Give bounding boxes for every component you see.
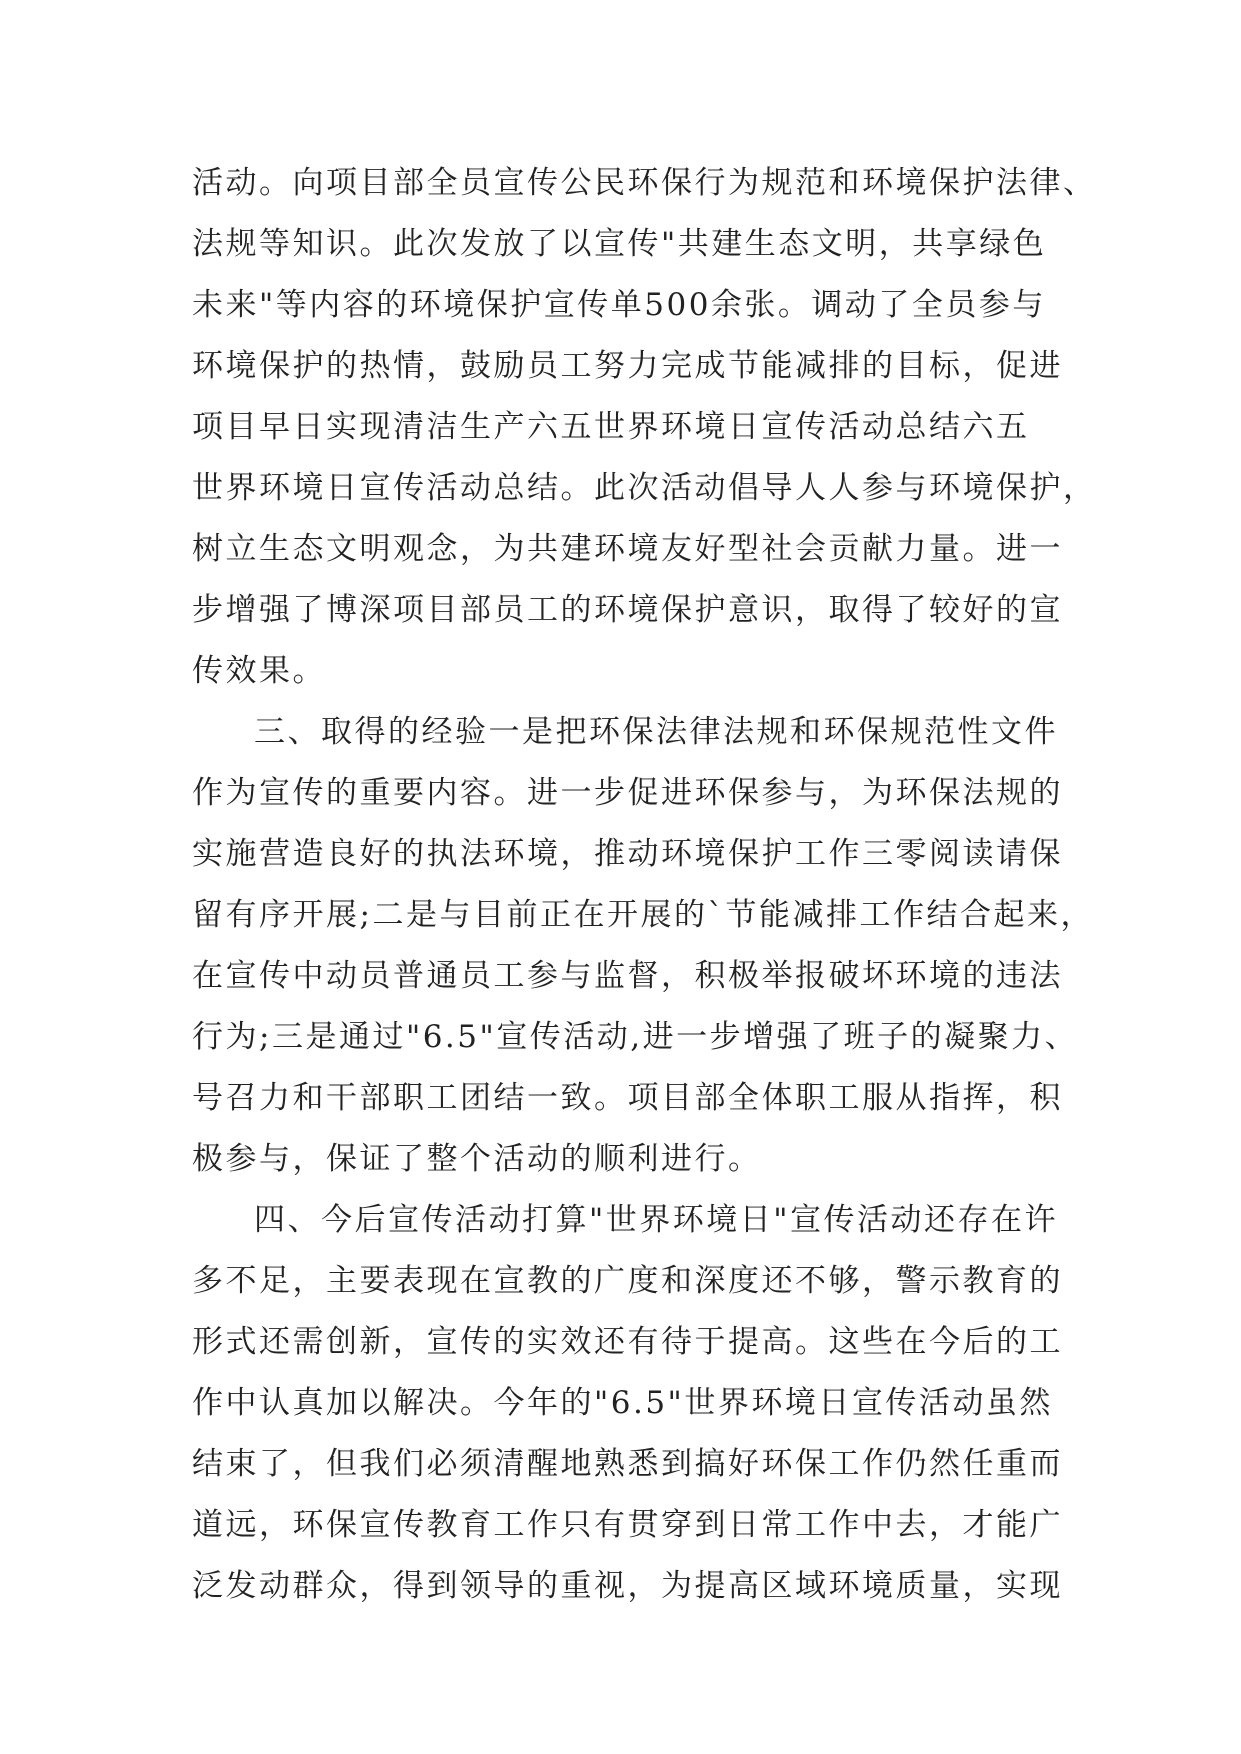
body-text <box>192 153 1097 1617</box>
text-line: 法规等知识。此次发放了以宣传"共建生态文明，共享绿色 <box>192 226 1047 262</box>
text-line: 号召力和干部职工团结一致。项目部全体职工服从指挥，积 <box>192 1080 1063 1116</box>
text-line: 道远，环保宣传教育工作只有贯穿到日常工作中去，才能广 <box>192 1507 1063 1543</box>
text-line: 步增强了博深项目部员工的环境保护意识，取得了较好的宣 <box>192 592 1063 628</box>
text-line: 未来"等内容的环境保护宣传单500余张。调动了全员参与 <box>192 287 1046 323</box>
text-line: 环境保护的热情，鼓励员工努力完成节能减排的目标，促进 <box>192 348 1063 384</box>
paragraph-start-line: 四、今后宣传活动打算"世界环境日"宣传活动还存在许 <box>254 1202 1059 1238</box>
paragraph-start-line: 三、取得的经验一是把环保法律法规和环保规范性文件 <box>254 714 1058 750</box>
text-line: 作中认真加以解决。今年的"6.5"世界环境日宣传活动虽然 <box>192 1385 1053 1421</box>
text-line: 树立生态文明观念，为共建环境友好型社会贡献力量。进一 <box>192 531 1063 567</box>
text-line: 在宣传中动员普通员工参与监督，积极举报破坏环境的违法 <box>192 958 1063 994</box>
text-line: 行为;三是通过"6.5"宣传活动,进一步增强了班子的凝聚力、 <box>192 1019 1079 1055</box>
text-line: 传效果。 <box>192 653 326 689</box>
text-line: 形式还需创新，宣传的实效还有待于提高。这些在今后的工 <box>192 1324 1063 1360</box>
text-line: 项目早日实现清洁生产六五世界环境日宣传活动总结六五 <box>192 409 1030 445</box>
text-line: 极参与，保证了整个活动的顺利进行。 <box>192 1141 762 1177</box>
text-line: 世界环境日宣传活动总结。此次活动倡导人人参与环境保护， <box>192 470 1097 506</box>
text-line: 活动。向项目部全员宣传公民环保行为规范和环境保护法律、 <box>192 165 1097 201</box>
text-line: 留有序开展;二是与目前正在开展的`节能减排工作结合起来， <box>192 897 1094 933</box>
text-line: 结束了，但我们必须清醒地熟悉到搞好环保工作仍然任重而 <box>192 1446 1063 1482</box>
text-line: 实施营造良好的执法环境，推动环境保护工作三零阅读请保 <box>192 836 1063 872</box>
text-line: 作为宣传的重要内容。进一步促进环保参与，为环保法规的 <box>192 775 1063 811</box>
text-line: 多不足，主要表现在宣教的广度和深度还不够，警示教育的 <box>192 1263 1063 1299</box>
text-line: 泛发动群众，得到领导的重视，为提高区域环境质量，实现 <box>192 1568 1063 1604</box>
